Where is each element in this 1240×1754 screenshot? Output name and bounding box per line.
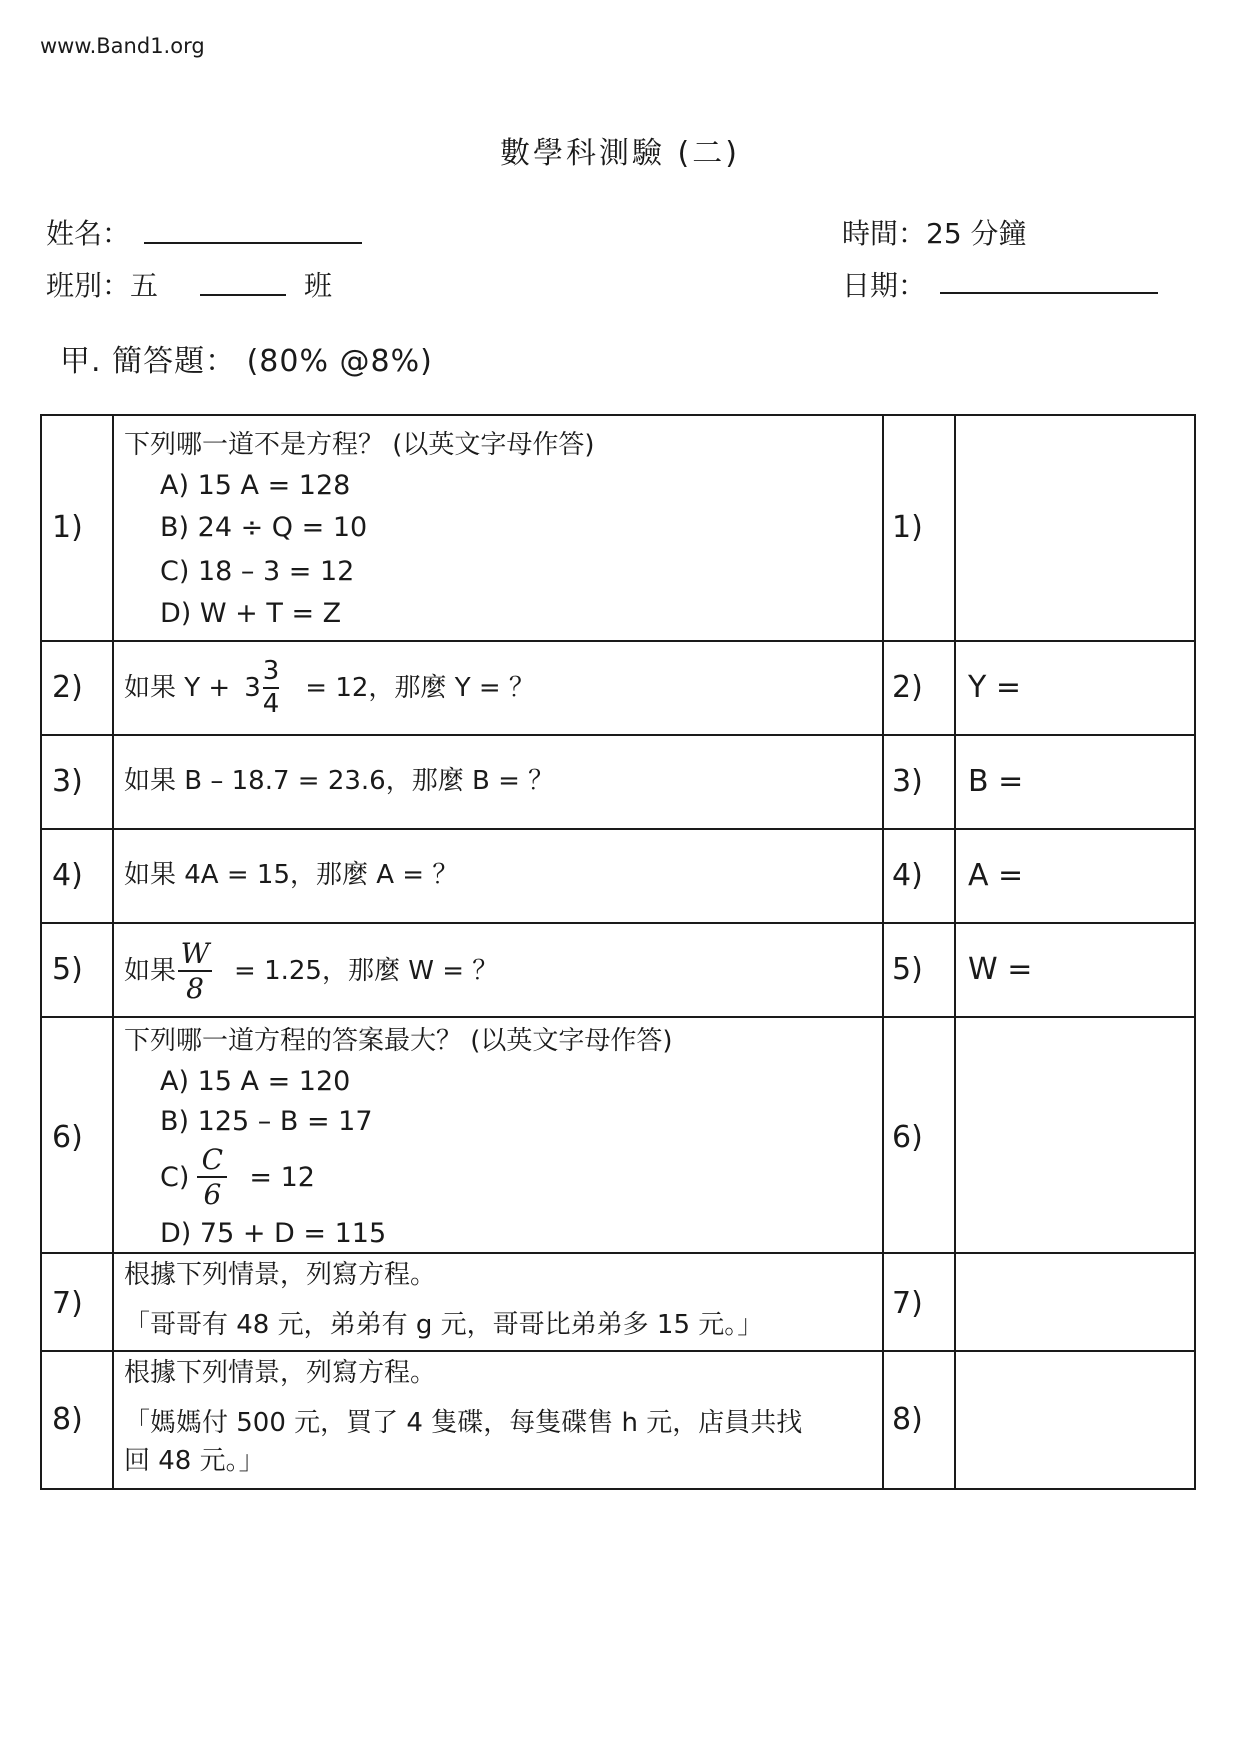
question-number: 4) (52, 858, 83, 893)
question-number: 5) (52, 952, 83, 987)
answer-number: 2) (892, 670, 923, 705)
question-prefix: 如果 Y + (124, 673, 231, 703)
answer-field[interactable]: A = (968, 858, 1024, 893)
question-number: 2) (52, 670, 83, 705)
question-text: 根據下列情景，列寫方程。 (124, 1358, 437, 1388)
name-label: 姓名： (46, 217, 131, 250)
question-suffix: = 12，那麼 Y = ？ (305, 673, 535, 703)
row-divider (40, 1252, 1196, 1254)
question-text: 如果 B – 18.7 = 23.6，那麼 B = ？ (124, 766, 555, 796)
fraction (197, 1142, 227, 1211)
row-divider (40, 828, 1196, 830)
answer-number: 6) (892, 1120, 923, 1155)
question-number: 8) (52, 1402, 83, 1437)
question-number: 1) (52, 510, 83, 545)
date-label: 日期： (842, 269, 927, 302)
question-text (124, 648, 535, 728)
fraction (178, 936, 212, 1005)
question-scenario: 「哥哥有 48 元，弟弟有 g 元，哥哥比弟弟多 15 元。」 (124, 1310, 764, 1340)
class-label: 班別：五 (46, 269, 159, 302)
option-c-label: C) (160, 1161, 190, 1193)
option-a: A) 15 A = 128 (160, 470, 351, 501)
col-divider (1194, 414, 1196, 1490)
fraction-denominator: 8 (186, 972, 204, 1005)
section-title: 甲. 簡答題： (80% @8%) (60, 344, 433, 379)
answer-number: 5) (892, 952, 923, 987)
row-divider (40, 922, 1196, 924)
time-label: 時間：25 分鐘 (842, 217, 1027, 250)
option-c (160, 1140, 315, 1214)
col-divider (112, 414, 114, 1490)
row-divider (40, 1016, 1196, 1018)
question-scenario: 「媽媽付 500 元，買了 4 隻碟，每隻碟售 h 元，店員共找 (124, 1408, 803, 1438)
answer-field[interactable]: W = (968, 952, 1033, 987)
question-text (124, 926, 498, 1016)
answer-number: 4) (892, 858, 923, 893)
site-url: www.Band1.org (40, 34, 205, 58)
answer-number: 8) (892, 1402, 923, 1437)
option-b: B) 125 – B = 17 (160, 1106, 373, 1137)
row-divider (40, 1488, 1196, 1490)
question-scenario-cont: 回 48 元。」 (124, 1446, 265, 1476)
answer-number: 3) (892, 764, 923, 799)
fraction-denominator: 4 (262, 689, 280, 719)
mixed-whole: 3 (244, 673, 261, 703)
question-text: 下列哪一道方程的答案最大？ (以英文字母作答) (124, 1026, 673, 1056)
col-divider (954, 414, 956, 1490)
answer-number: 7) (892, 1286, 923, 1321)
row-divider (40, 414, 1196, 416)
fraction-numerator: W (180, 936, 210, 970)
name-blank[interactable] (144, 242, 362, 244)
question-text: 根據下列情景，列寫方程。 (124, 1260, 437, 1290)
fraction-numerator: 3 (262, 655, 280, 686)
option-d: D) W + T = Z (160, 598, 342, 629)
class-suffix: 班 (304, 269, 333, 302)
fraction (262, 655, 280, 719)
page-title: 數學科測驗 (二) (500, 136, 740, 171)
date-blank[interactable] (940, 292, 1158, 294)
question-number: 3) (52, 764, 83, 799)
question-text: 下列哪一道不是方程？ (以英文字母作答) (124, 430, 595, 460)
answer-number: 1) (892, 510, 923, 545)
question-prefix: 如果 (124, 956, 177, 986)
option-d: D) 75 + D = 115 (160, 1218, 387, 1249)
question-number: 6) (52, 1120, 83, 1155)
option-c-suffix: = 12 (249, 1161, 315, 1193)
question-number: 7) (52, 1286, 83, 1321)
question-suffix: = 1.25，那麼 W = ？ (234, 956, 499, 986)
col-divider (882, 414, 884, 1490)
question-text: 如果 4A = 15，那麼 A = ？ (124, 860, 459, 890)
answer-field[interactable]: B = (968, 764, 1024, 799)
row-divider (40, 734, 1196, 736)
option-c: C) 18 – 3 = 12 (160, 556, 355, 587)
col-divider (40, 414, 42, 1490)
answer-field[interactable]: Y = (968, 670, 1021, 705)
row-divider (40, 1350, 1196, 1352)
row-divider (40, 640, 1196, 642)
fraction-numerator: C (201, 1142, 224, 1176)
option-a: A) 15 A = 120 (160, 1066, 351, 1097)
fraction-denominator: 6 (203, 1178, 222, 1211)
question-table (40, 414, 1196, 1490)
option-b: B) 24 ÷ Q = 10 (160, 512, 368, 543)
class-blank[interactable] (200, 294, 286, 296)
